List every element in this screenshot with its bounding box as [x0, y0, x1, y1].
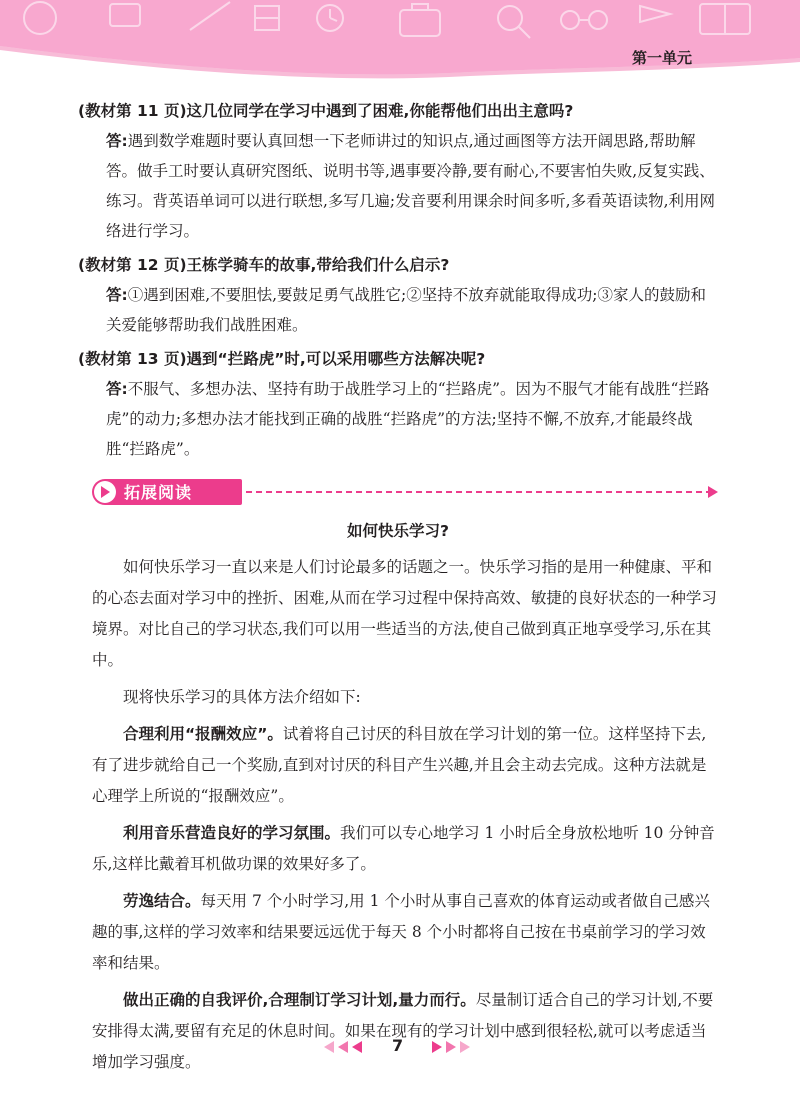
paragraph — [78, 719, 718, 812]
reading-title: 如何快乐学习? — [347, 522, 449, 540]
banner-title: 拓展阅读 — [124, 483, 193, 502]
answer-label: 答: — [106, 132, 128, 150]
paragraph-text: 如何快乐学习一直以来是人们讨论最多的话题之一。快乐学习指的是用一种健康、平和的心态去面对学习中的挫折、困难,从而在学习过程中保持高效、敏捷的良好状态的一种学习境界。对比自己的学习状态,我们可以用一些适当的方法,使自己做到真正地享受学习,乐在其中。 — [92, 558, 717, 669]
paragraph-heading: 利用音乐营造良好的学习氛围。 — [123, 824, 341, 842]
answer-3 — [78, 374, 718, 464]
paragraph — [78, 682, 718, 713]
paragraph — [78, 552, 718, 676]
paragraph-text: 我们可以专心地学习 1 小时后全身放松地听 10 分钟音乐,这样比戴着耳机做功课的效果好多了。 — [92, 824, 715, 873]
banner-dashed-line — [246, 491, 712, 493]
page-footer — [0, 1036, 800, 1060]
arrow-right-icon — [708, 486, 718, 498]
paragraph-text: 试着将自己讨厌的科目放在学习计划的第一位。这样坚持下去,有了进步就给自己一个奖励,直到对讨厌的科目产生兴趣,并且会主动去完成。这种方法就是心理学上所说的“报酬效应”。 — [92, 725, 707, 805]
triangle-right-icon — [460, 1041, 470, 1053]
answer-2 — [78, 280, 718, 340]
triangle-right-icon — [432, 1041, 442, 1053]
triangle-left-icon — [324, 1041, 334, 1053]
paragraph-text: 尽量制订适合自己的学习计划,不要安排得太满,要留有充足的休息时间。如果在现有的学习计划中感到很轻松,就可以考虑适当增加学习强度。 — [92, 991, 714, 1071]
question-1: (教材第 11 页)这几位同学在学习中遇到了困难,你能帮他们出出主意吗? — [78, 102, 574, 120]
paragraph-heading: 劳逸结合。 — [123, 892, 201, 910]
page-number: 7 — [392, 1036, 404, 1055]
qa-block — [78, 96, 718, 464]
paragraph-heading: 做出正确的自我评价,合理制订学习计划,量力而行。 — [123, 991, 476, 1009]
paragraph-heading: 合理利用“报酬效应”。 — [123, 725, 283, 743]
answer-text: 不服气、多想办法、坚持有助于战胜学习上的“拦路虎”。因为不服气才能有战胜“拦路虎”的动力;多想办法才能找到正确的战胜“拦路虎”的方法;坚持不懈,不放弃,才能最终战胜“拦路虎”。 — [106, 380, 710, 458]
answer-label: 答: — [106, 380, 128, 398]
unit-label: 第一单元 — [631, 49, 692, 67]
paragraph — [78, 985, 718, 1078]
answer-text: 遇到数学难题时要认真回想一下老师讲过的知识点,通过画图等方法开阔思路,帮助解答。做手工时要认真研究图纸、说明书等,遇事要冷静,要有耐心,不要害怕失败,反复实践、练习。背英语单词可以进行联想,多写几遍;发音要利用课余时间多听,多看英语读物,利用网络进行学习。 — [106, 132, 716, 240]
page-content — [78, 92, 718, 1078]
triangle-left-icon — [338, 1041, 348, 1053]
paragraph-text: 现将快乐学习的具体方法介绍如下: — [123, 688, 361, 706]
play-triangle-icon — [101, 486, 110, 498]
paragraph-text: 每天用 7 个小时学习,用 1 个小时从事自己喜欢的体育运动或者做自己感兴趣的事,这样的学习效率和结果要远远优于每天 8 个小时都将自己按在书桌前学习的学习效率和结果。 — [92, 892, 710, 972]
answer-1 — [78, 126, 718, 246]
question-2: (教材第 12 页)王栋学骑车的故事,带给我们什么启示? — [78, 256, 450, 274]
triangle-left-icon — [352, 1041, 362, 1053]
section-banner — [92, 476, 722, 510]
reading-body — [78, 552, 718, 1078]
paragraph — [78, 886, 718, 979]
page-header — [0, 0, 800, 100]
triangle-right-icon — [446, 1041, 456, 1053]
answer-label: 答: — [106, 286, 128, 304]
paragraph — [78, 818, 718, 880]
question-3: (教材第 13 页)遇到“拦路虎”时,可以采用哪些方法解决呢? — [78, 350, 486, 368]
answer-text: ①遇到困难,不要胆怯,要鼓足勇气战胜它;②坚持不放弃就能取得成功;③家人的鼓励和关爱能够帮助我们战胜困难。 — [106, 286, 707, 334]
